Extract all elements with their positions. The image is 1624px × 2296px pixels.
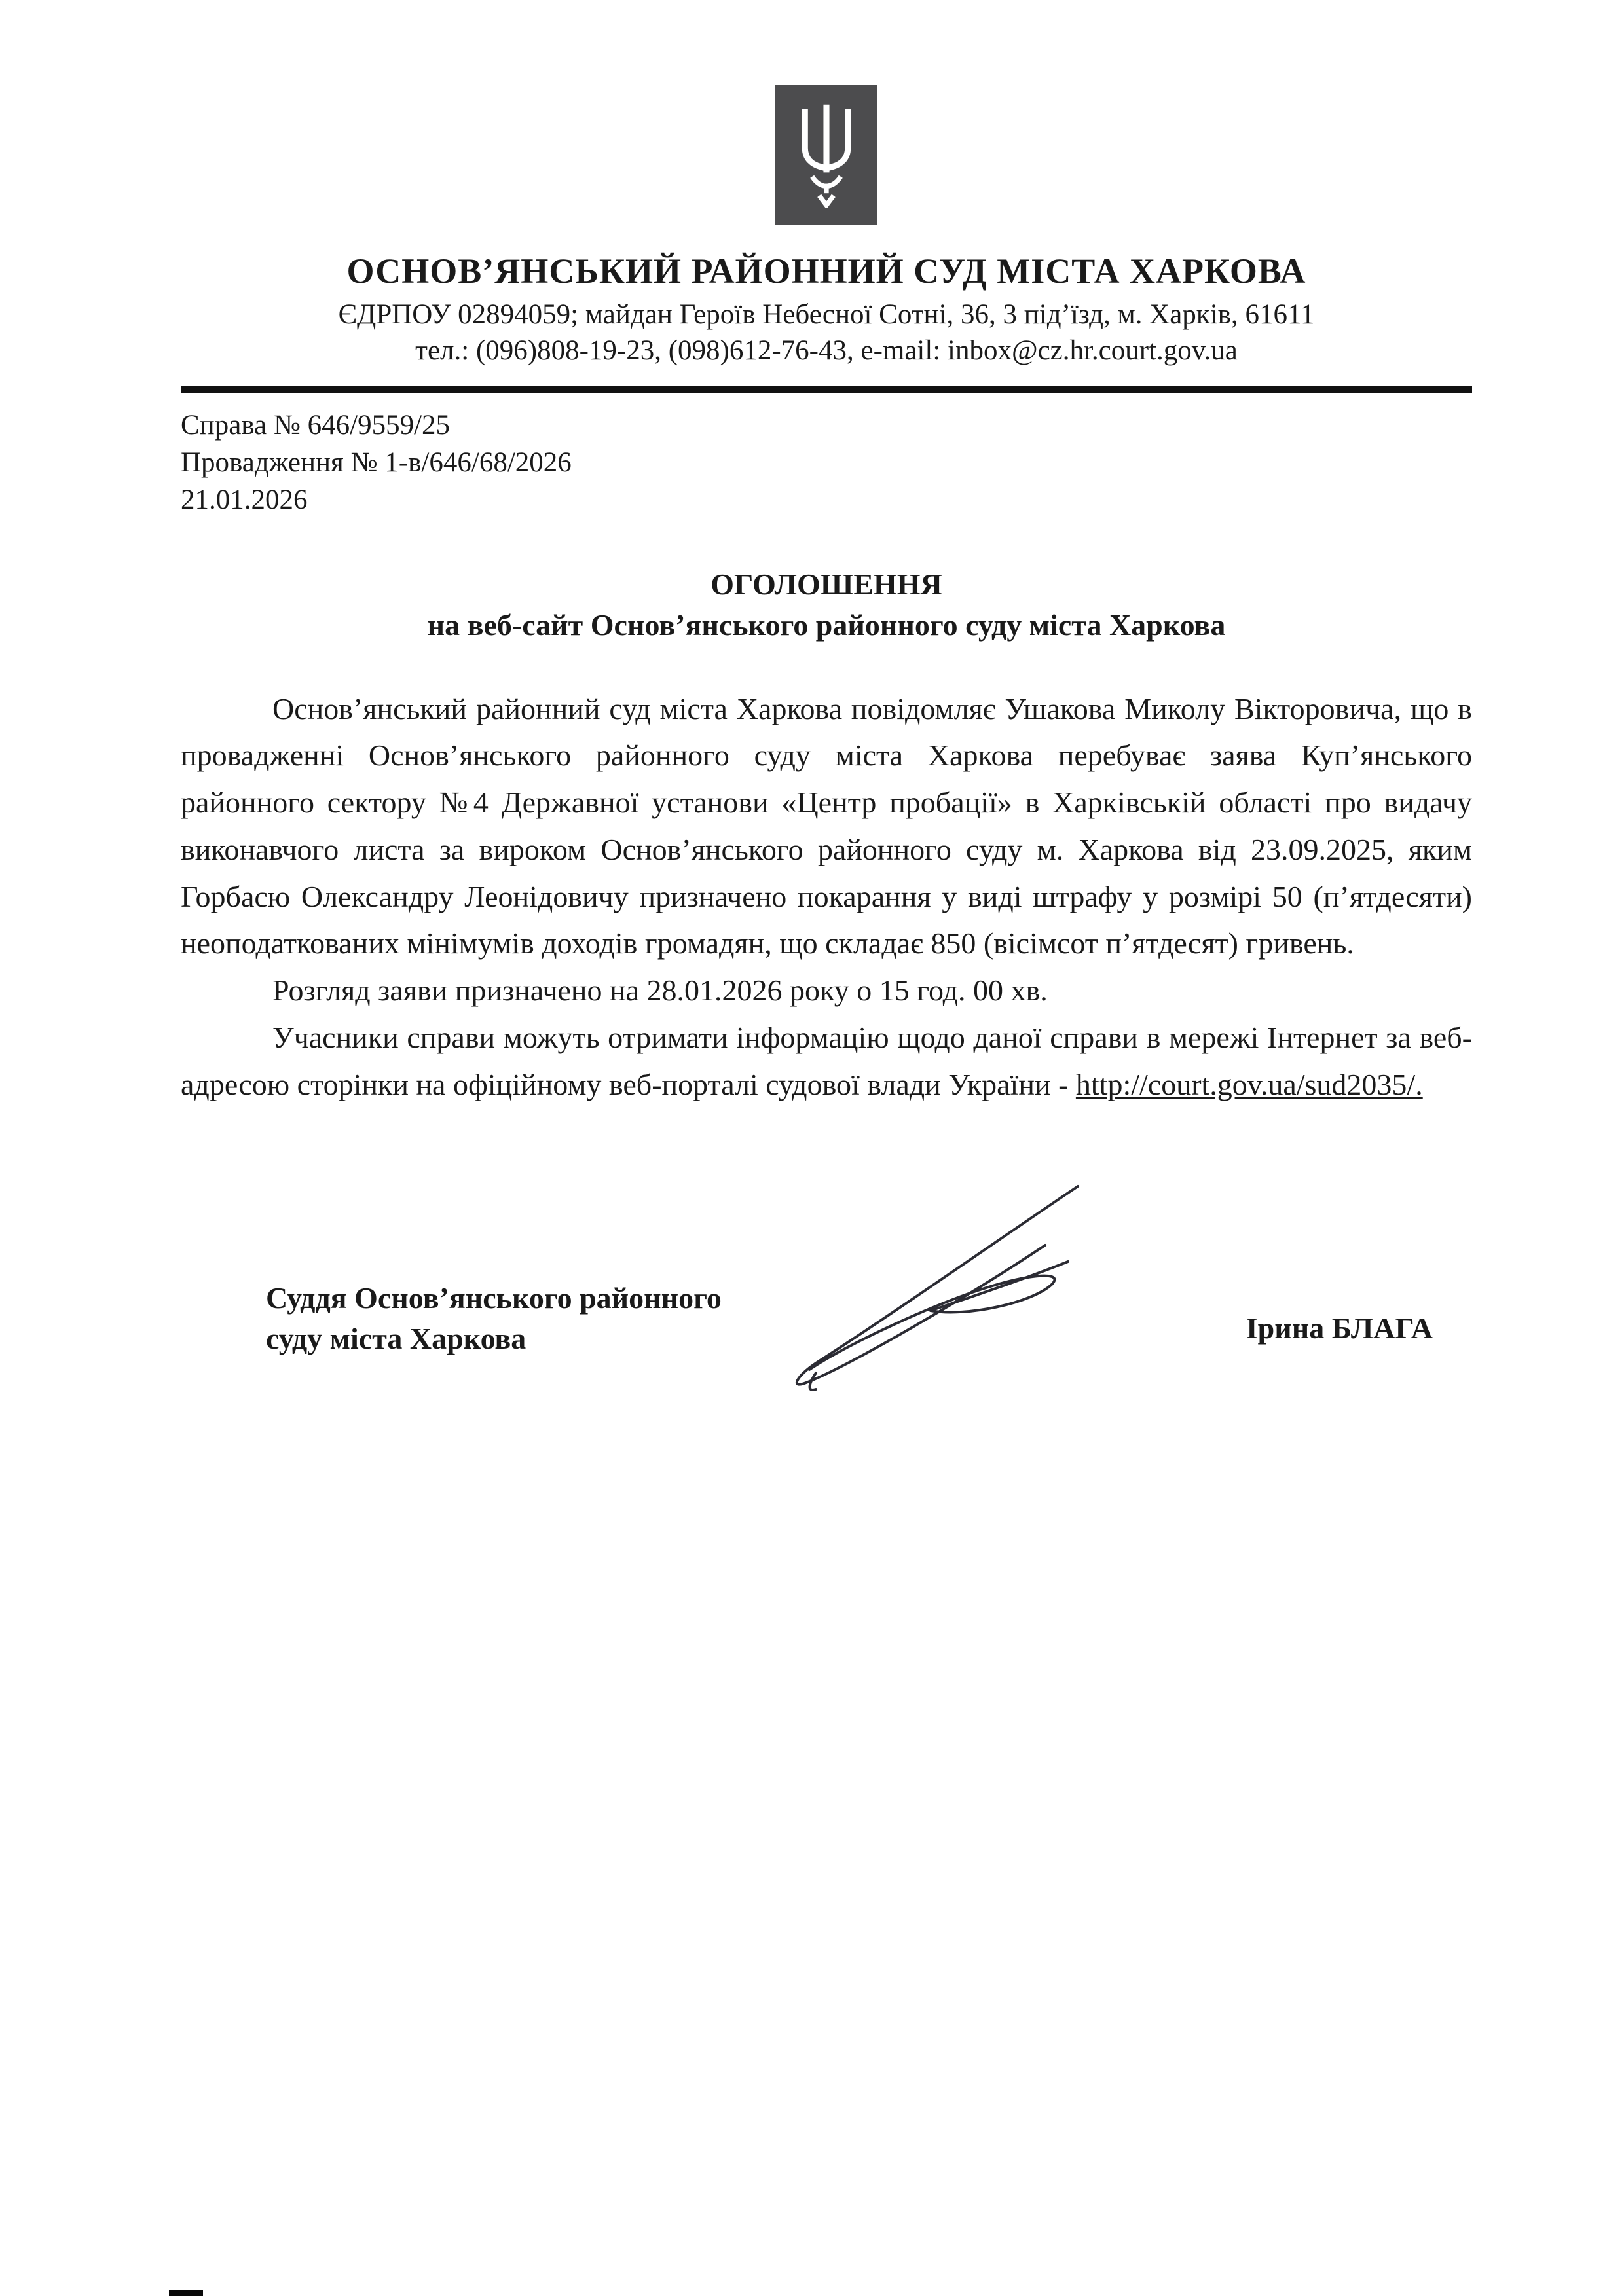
body-paragraph-3 <box>181 1014 1472 1108</box>
body-paragraph-2: Розгляд заяви призначено на 28.01.2026 року о 15 год. 00 хв. <box>272 974 1048 1007</box>
document-header <box>181 0 1472 393</box>
court-phone-email-line: тел.: (096)808-19-23, (098)612-76-43, e-mail: inbox@cz.hr.court.gov.ua <box>415 335 1238 367</box>
ukraine-trident-emblem-icon <box>775 85 877 225</box>
document-title: ОГОЛОШЕННЯ <box>710 568 942 602</box>
header-divider <box>181 386 1472 393</box>
court-name: ОСНОВ’ЯНСЬКИЙ РАЙОННИЙ СУД МІСТА ХАРКОВА <box>346 251 1306 291</box>
document-title-block <box>181 564 1472 646</box>
document-content <box>181 0 1472 1461</box>
handwritten-signature-icon <box>770 1147 1137 1422</box>
body-paragraph-1: Основ’янський районний суд міста Харкова повідомляє Ушакова Миколу Вікторовича, що в провадженні Основ’янського районного суду міста Харкова перебуває заява Куп’янського районного сектору №4 Державної установи «Центр пробації» в Харківській області про видачу виконавчого листа за вироком Основ’янського районного суду м. Харкова від 23.09.2025, яким Горбасю Олександру Леонідовичу призначено покарання у виді штрафу у розмірі 50 (п’ятдесяти) неоподаткованих мінімумів доходів громадян, що складає 850 (вісімсот п’ятдесят) гривень. <box>181 691 1472 960</box>
document-body <box>181 685 1472 1108</box>
document-subtitle: на веб-сайт Основ’янського районного суду міста Харкова <box>427 608 1226 642</box>
document-date: 21.01.2026 <box>181 484 308 515</box>
case-number: Справа № 646/9559/25 <box>181 410 451 441</box>
judge-name: Ірина БЛАГА <box>1246 1311 1433 1345</box>
court-portal-link[interactable]: http://court.gov.ua/sud2035/. <box>1075 1067 1423 1101</box>
scan-artifact-mark <box>169 2290 203 2296</box>
judge-title: Суддя Основ’янського районного суду міста Харкова <box>266 1281 722 1356</box>
signature-block <box>181 1186 1472 1461</box>
court-contact <box>181 297 1472 369</box>
proceeding-number: Провадження № 1-в/646/68/2026 <box>181 446 572 478</box>
court-address-line: ЄДРПОУ 02894059; майдан Героїв Небесної Сотні, 36, 3 під’їзд, м. Харків, 61611 <box>338 299 1315 330</box>
body-paragraph-3-text: Учасники справи можуть отримати інформацію щодо даної справи в мережі Інтернет за веб-адресою сторінки на офіційному веб-порталі судової влади України - <box>181 1020 1472 1101</box>
case-info-block <box>181 407 1472 519</box>
